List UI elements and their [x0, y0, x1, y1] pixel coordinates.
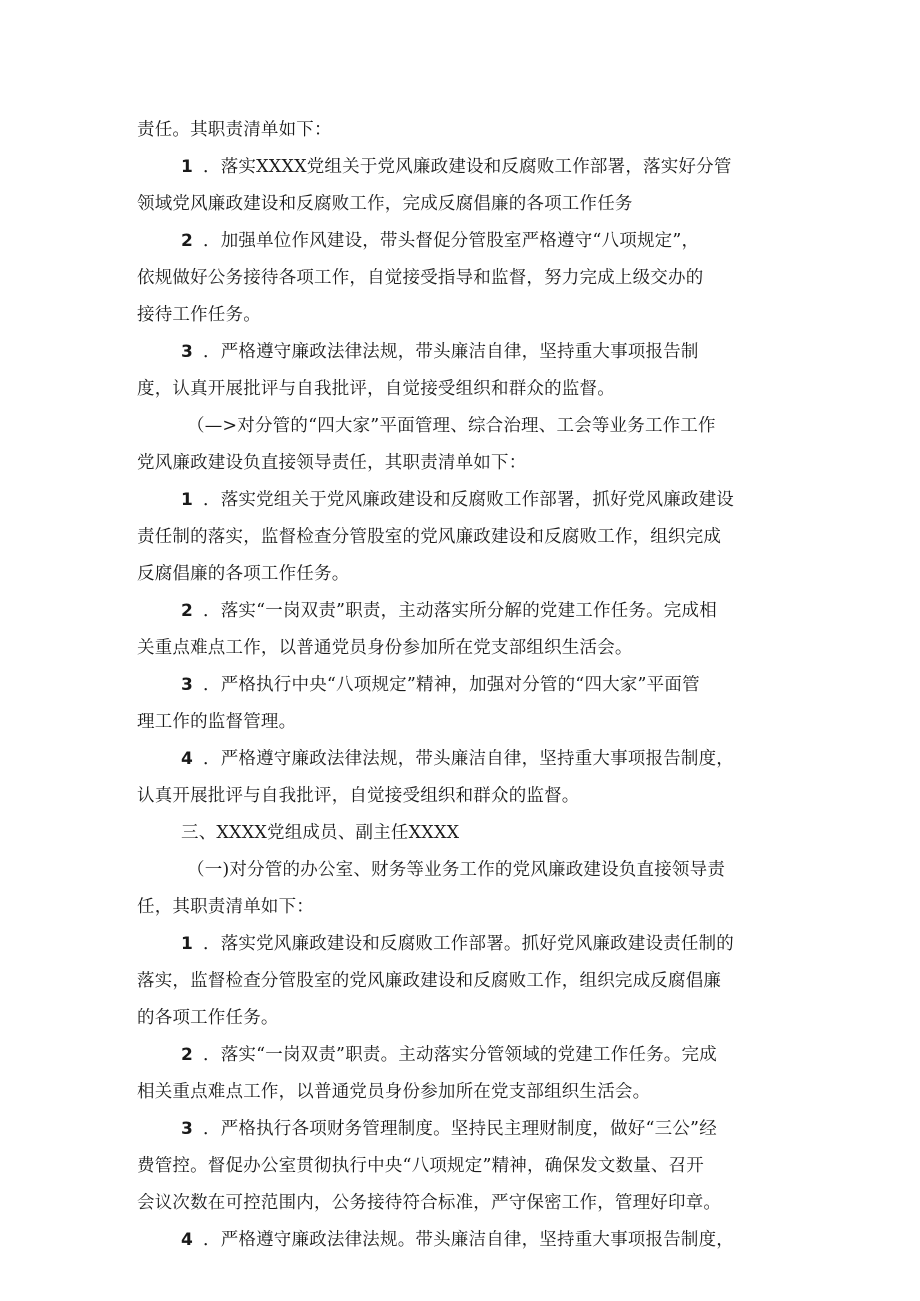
item-number: 1: [181, 157, 194, 177]
list-item-line: 1 ．落实党风廉政建设和反腐败工作部署。抓好党风廉政建设责任制的: [137, 926, 787, 963]
item-number: 3: [181, 675, 194, 695]
list-item-line: 2 ．加强单位作风建设，带头督促分管股室严格遵守“八项规定”，: [137, 223, 787, 260]
item-number: 2: [181, 1045, 194, 1065]
list-item-line: 1 ．落实XXXX党组关于党风廉政建设和反腐败工作部署，落实好分管: [137, 149, 787, 186]
text-line: 领域党风廉政建设和反腐败工作，完成反腐倡廉的各项工作任务: [137, 194, 633, 214]
text-line: 会议次数在可控范围内，公务接待符合标准，严守保密工作，管理好印章。: [137, 1193, 722, 1213]
text-line: 接待工作任务。: [137, 305, 261, 325]
list-item-line: 3 ．严格执行中央“八项规定”精神，加强对分管的“四大家”平面管: [137, 667, 787, 704]
list-item-line: 2 ．落实“一岗双责”职责，主动落实所分解的党建工作任务。完成相: [137, 593, 787, 630]
list-item-line: 3 ．严格遵守廉政法律法规，带头廉洁自律，坚持重大事项报告制: [137, 334, 787, 371]
text-line: 党风廉政建设负直接领导责任，其职责清单如下：: [137, 453, 527, 473]
item-number: 1: [181, 490, 194, 510]
list-item-line: 4 ．严格遵守廉政法律法规，带头廉洁自律，坚持重大事项报告制度，: [137, 741, 787, 778]
item-number: 4: [181, 1230, 194, 1250]
section-heading-line: （一)对分管的办公室、财务等业务工作的党风廉政建设负直接领导责: [187, 860, 726, 880]
text-line: 责任。其职责清单如下：: [137, 120, 332, 140]
text-line: 度，认真开展批评与自我批评，自觉接受组织和群众的监督。: [137, 379, 615, 399]
list-item-line: 3 ．严格执行各项财务管理制度。坚持民主理财制度，做好“三公”经: [137, 1111, 787, 1148]
list-item-line: 2 ．落实“一岗双责”职责。主动落实分管领域的党建工作任务。完成: [137, 1037, 787, 1074]
text-line: 相关重点难点工作，以普通党员身份参加所在党支部组织生活会。: [137, 1082, 651, 1102]
text-line: 理工作的监督管理。: [137, 712, 297, 732]
item-number: 3: [181, 1119, 194, 1139]
item-number: 2: [181, 601, 194, 621]
item-number: 3: [181, 342, 194, 362]
text-line: 任，其职责清单如下：: [137, 897, 314, 917]
text-line: 认真开展批评与自我批评，自觉接受组织和群众的监督。: [137, 786, 580, 806]
text-line: 反腐倡廉的各项工作任务。: [137, 564, 350, 584]
item-number: 4: [181, 749, 194, 769]
list-item-line: 4 ．严格遵守廉政法律法规。带头廉洁自律，坚持重大事项报告制度，: [137, 1222, 787, 1259]
item-number: 1: [181, 934, 194, 954]
item-number: 2: [181, 231, 194, 251]
text-line: 关重点难点工作，以普通党员身份参加所在党支部组织生活会。: [137, 638, 633, 658]
list-item-line: 1 ．落实党组关于党风廉政建设和反腐败工作部署，抓好党风廉政建设: [137, 482, 787, 519]
chapter-heading-line: 三、XXXX党组成员、副主任XXXX: [181, 823, 460, 843]
section-heading-line: （—>对分管的“四大家”平面管理、综合治理、工会等业务工作工作: [187, 416, 716, 436]
text-line: 费管控。督促办公室贯彻执行中央“八项规定”精神，确保发文数量、召开: [137, 1156, 704, 1176]
document-body: [137, 112, 787, 1259]
text-line: 落实，监督检查分管股室的党风廉政建设和反腐败工作，组织完成反腐倡廉: [137, 971, 722, 991]
text-line: 的各项工作任务。: [137, 1008, 279, 1028]
text-line: 依规做好公务接待各项工作，自觉接受指导和监督，努力完成上级交办的: [137, 268, 704, 288]
text-line: 责任制的落实，监督检查分管股室的党风廉政建设和反腐败工作，组织完成: [137, 527, 722, 547]
